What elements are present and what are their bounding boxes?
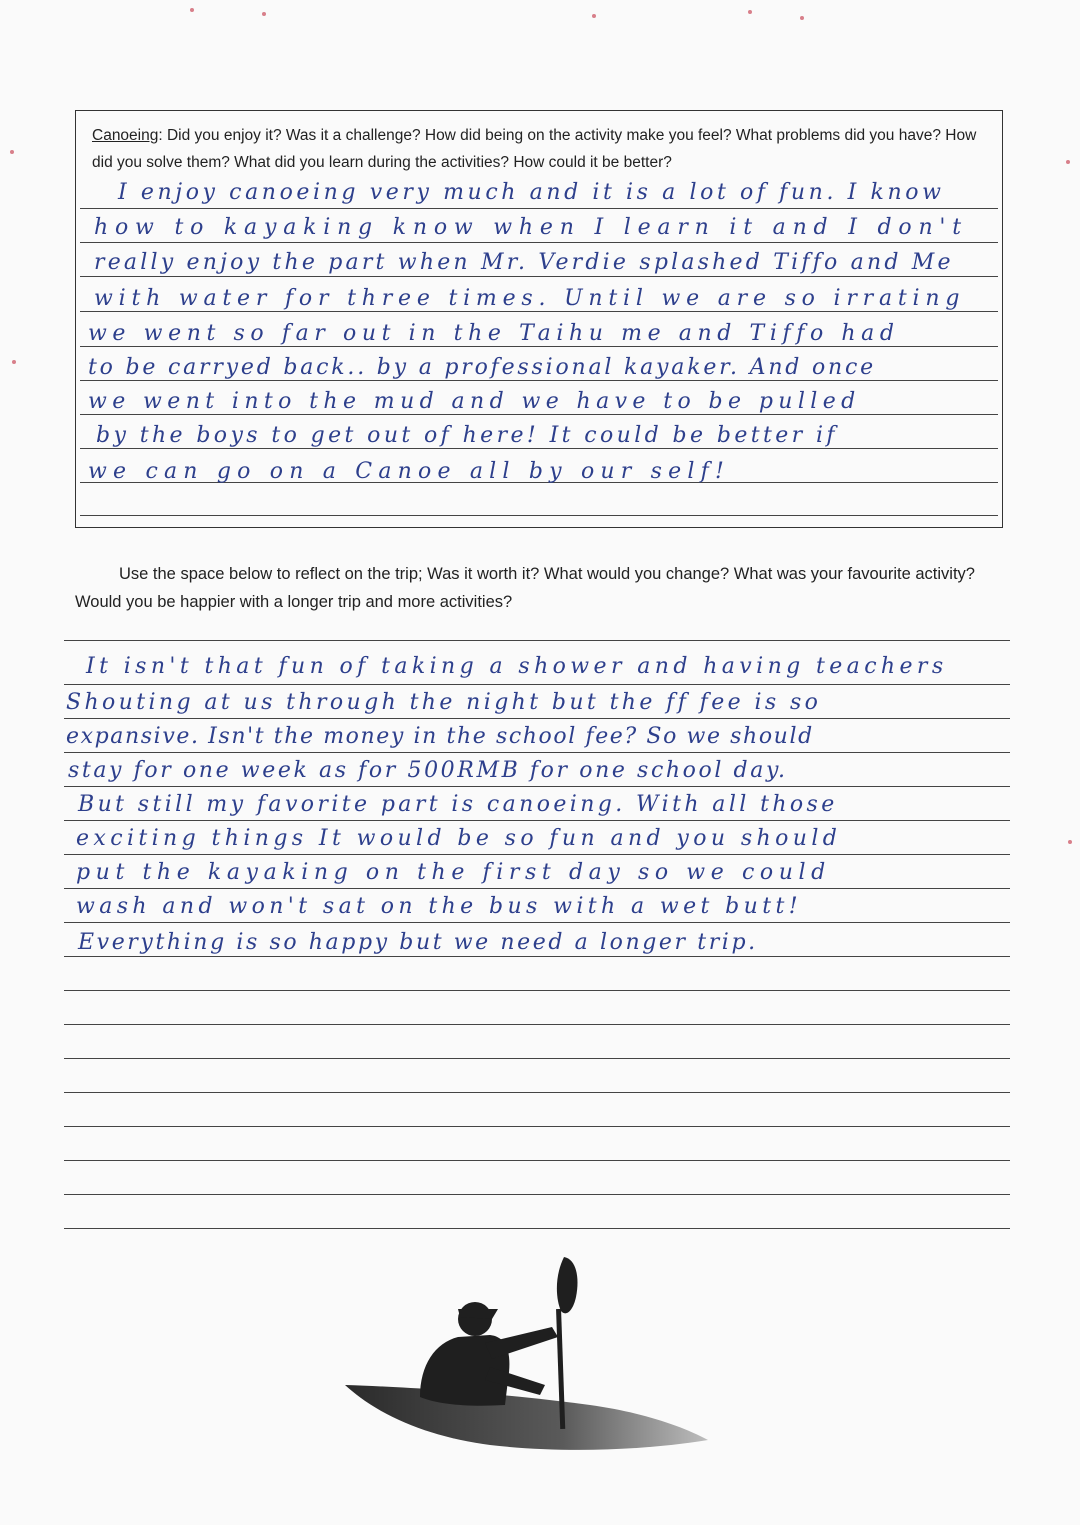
ruled-line [64, 684, 1010, 685]
handwritten-line: we went so far out in the Taihu me and Tiffo had [88, 321, 900, 346]
ruled-line [64, 718, 1010, 719]
scan-speck [12, 360, 16, 364]
ruled-line [64, 820, 1010, 821]
handwritten-line: Everything is so happy but we need a longer trip. [78, 930, 758, 955]
handwritten-line: It isn't that fun of taking a shower and having teachers [86, 654, 948, 679]
handwritten-line: we can go on a Canoe all by our self! [88, 459, 730, 484]
scan-speck [800, 16, 804, 20]
ruled-line [64, 990, 1010, 991]
ruled-line [64, 1126, 1010, 1127]
scan-speck [1068, 840, 1072, 844]
handwritten-line: really enjoy the part when Mr. Verdie splashed Tiffo and Me [94, 250, 954, 275]
ruled-line [64, 1058, 1010, 1059]
ruled-line [64, 922, 1010, 923]
scan-speck [262, 12, 266, 16]
ruled-line [80, 515, 998, 516]
scan-speck [748, 10, 752, 14]
ruled-line [64, 1194, 1010, 1195]
scan-speck [1066, 160, 1070, 164]
reflection-prompt [75, 560, 1015, 616]
ruled-line [64, 1160, 1010, 1161]
reflection-questions: Use the space below to reflect on the trip; Was it worth it? What would you change? What was your favourite activity? Would you be happier with a longer trip and more activities? [75, 565, 975, 611]
canoeing-heading: Canoeing [92, 127, 159, 144]
ruled-line [64, 1092, 1010, 1093]
ruled-line [80, 208, 998, 209]
handwritten-line: wash and won't sat on the bus with a wet butt! [76, 894, 802, 919]
scan-speck [10, 150, 14, 154]
ruled-line [80, 242, 998, 243]
handwritten-line: by the boys to get out of here! It could be better if [96, 423, 838, 448]
ruled-line [64, 1228, 1010, 1229]
ruled-line [80, 414, 998, 415]
ruled-line [80, 448, 998, 449]
handwritten-line: how to kayaking know when I learn it and I don't [94, 215, 968, 240]
kayaker-icon [340, 1255, 720, 1455]
handwritten-line: with water for three times. Until we are so irrating [94, 286, 966, 311]
handwritten-line: we went into the mud and we have to be pulled [88, 389, 861, 414]
handwritten-line: stay for one week as for 500RMB for one school day. [68, 758, 788, 783]
canoeing-prompt [92, 122, 997, 176]
ruled-line [64, 854, 1010, 855]
handwritten-line: put the kayaking on the first day so we could [76, 860, 831, 885]
scan-speck [190, 8, 194, 12]
handwritten-line: expansive. Isn't the money in the school fee? So we should [66, 724, 814, 749]
ruled-line [80, 311, 998, 312]
ruled-line [64, 1024, 1010, 1025]
ruled-line [64, 888, 1010, 889]
ruled-line [64, 786, 1010, 787]
ruled-line [64, 640, 1010, 641]
scan-speck [592, 14, 596, 18]
ruled-line [80, 346, 998, 347]
ruled-line [64, 752, 1010, 753]
handwritten-line: But still my favorite part is canoeing. With all those [78, 792, 838, 817]
canoeing-questions: : Did you enjoy it? Was it a challenge? How did being on the activity make you feel? What problems did you have? How did you solve them? What did you learn during the activities? How could it be better? [92, 127, 977, 171]
ruled-line [80, 380, 998, 381]
ruled-line [80, 276, 998, 277]
ruled-line [64, 956, 1010, 957]
handwritten-line: to be carryed back.. by a professional kayaker. And once [88, 355, 876, 380]
handwritten-line: Shouting at us through the night but the ff fee is so [66, 690, 822, 715]
handwritten-line: I enjoy canoeing very much and it is a lot of fun. I know [118, 180, 945, 205]
handwritten-line: exciting things It would be so fun and you should [76, 826, 842, 851]
